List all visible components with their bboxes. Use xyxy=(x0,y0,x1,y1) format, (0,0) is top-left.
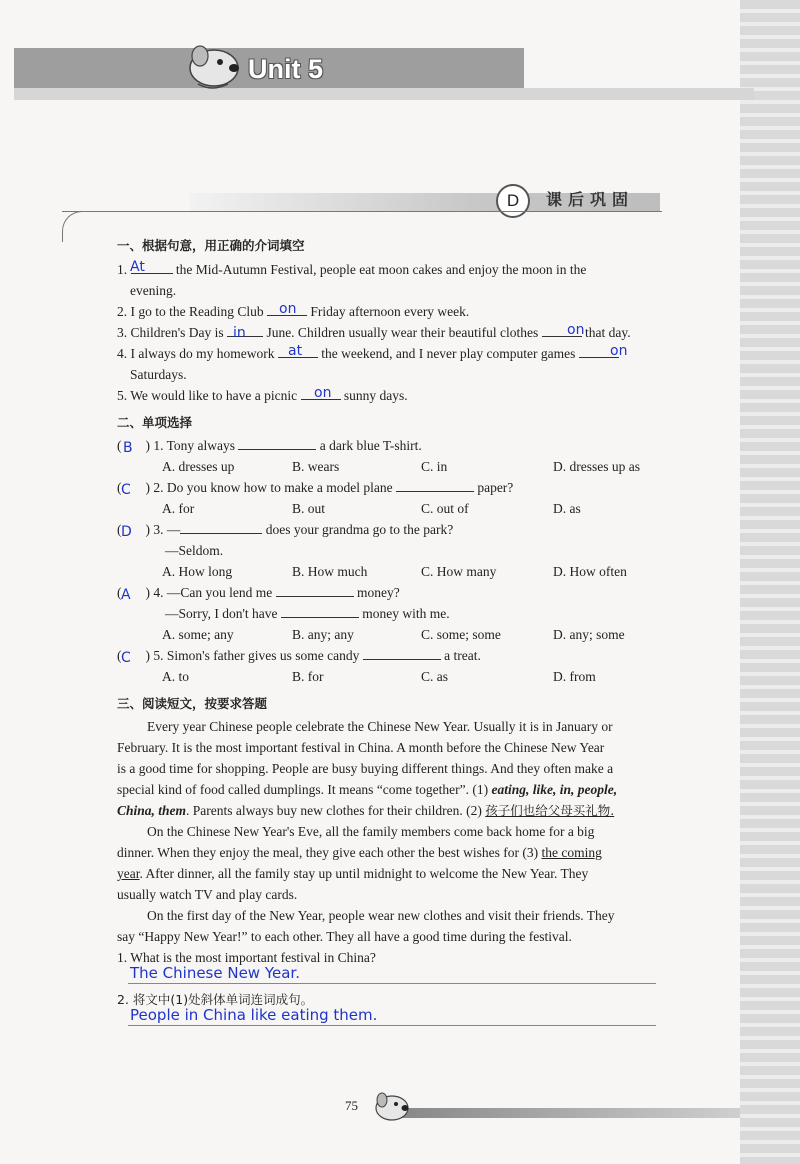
p2-q4-line2: —Sorry, I don't have money with me. xyxy=(165,606,450,621)
p1-q3-answer2: on xyxy=(567,322,585,338)
p2-q4-opt-a: A. some; any xyxy=(162,627,234,642)
p2-q5-opt-c: C. as xyxy=(421,669,448,684)
p2-q3-opt-c: C. How many xyxy=(421,564,497,579)
page-number: 75 xyxy=(345,1098,358,1113)
p2-q3-opt-a: A. How long xyxy=(162,564,233,579)
passage-p1-l4: special kind of food called dumplings. It means “come together”. (1) eating, like, in, people, xyxy=(117,782,618,797)
p2-q4-opt-b: B. any; any xyxy=(292,627,354,642)
cartoon-dog-icon xyxy=(368,1088,414,1126)
passage-p1-l3: is a good time for shopping. People are busy buying different things. And they often make a xyxy=(117,761,614,776)
unit-title: Unit 5 xyxy=(248,54,324,84)
p1-q4-answer1: at xyxy=(288,343,303,359)
p2-q2-opt-a: A. for xyxy=(162,501,195,516)
reading-q2: 2. 将文中(1)处斜体单词连词成句。 xyxy=(117,992,314,1007)
passage-p1-l5: China, them. Parents always buy new clothes for their children. (2) 孩子们也给父母买礼物. xyxy=(117,803,615,818)
answer-line-1 xyxy=(128,983,656,984)
part1-heading: 一、根据句意，用正确的介词填空 xyxy=(117,238,305,253)
p1-q4-answer2: on xyxy=(610,343,628,359)
p2-q1-opt-b: B. wears xyxy=(292,459,340,474)
p2-q1-opt-d: D. dresses up as xyxy=(553,459,640,474)
answer-line-2 xyxy=(128,1025,656,1026)
cartoon-dog-icon xyxy=(178,38,248,94)
p2-q3-answer: D xyxy=(121,524,132,540)
p2-q5-stem: ( ) 5. Simon's father gives us some candy a treat. xyxy=(117,648,481,663)
passage-p2-l2: dinner. When they enjoy the meal, they give each other the best wishes for (3) the coming xyxy=(117,845,602,860)
p2-q2-stem: ( ) 2. Do you know how to make a model plane paper? xyxy=(117,480,514,495)
p1-q5-answer: on xyxy=(314,385,332,401)
p2-q5-answer: C xyxy=(121,650,131,666)
page-edge-stripes xyxy=(740,0,800,1164)
p1-q4-line2: Saturdays. xyxy=(130,367,187,382)
p2-q2-answer: C xyxy=(121,482,131,498)
passage-p2-l4: usually watch TV and play cards. xyxy=(117,887,298,902)
p1-q1-answer: At xyxy=(130,259,145,275)
p1-q2: 2. I go to the Reading Club Friday afternoon every week. xyxy=(117,304,470,319)
part3-heading: 三、阅读短文，按要求答题 xyxy=(117,696,268,711)
p2-q4-opt-d: D. any; some xyxy=(553,627,625,642)
frame-corner xyxy=(62,211,83,242)
p1-q3-answer1: in xyxy=(233,325,246,341)
p2-q3-opt-b: B. How much xyxy=(292,564,368,579)
p1-q2-answer: on xyxy=(279,301,297,317)
p2-q2-opt-c: C. out of xyxy=(421,501,469,516)
p2-q3-stem: ( ) 3. — does your grandma go to the park? xyxy=(117,522,454,537)
p2-q2-opt-b: B. out xyxy=(292,501,326,516)
section-title: 课后巩固 xyxy=(546,190,635,209)
frame-line xyxy=(62,211,662,212)
passage-p2-l3: year. After dinner, all the family stay up until midnight to welcome the New Year. They xyxy=(117,866,589,881)
reading-a2: People in China like eating them. xyxy=(130,1006,378,1024)
p1-q1-line1: 1. the Mid-Autumn Festival, people eat moon cakes and enjoy the moon in the xyxy=(117,262,587,277)
p2-q1-opt-c: C. in xyxy=(421,459,448,474)
p1-q5: 5. We would like to have a picnic sunny days. xyxy=(117,388,408,403)
p1-q3: 3. Children's Day is June. Children usually wear their beautiful clothes that day. xyxy=(117,325,631,340)
passage-p1-l1: Every year Chinese people celebrate the Chinese New Year. Usually it is in January or xyxy=(147,719,613,734)
p2-q4-stem: ( ) 4. —Can you lend me money? xyxy=(117,585,400,600)
p2-q5-opt-a: A. to xyxy=(162,669,189,684)
reading-q1: 1. What is the most important festival in China? xyxy=(117,950,376,965)
p1-q1-line2: evening. xyxy=(130,283,177,298)
p2-q5-opt-b: B. for xyxy=(292,669,324,684)
p2-q5-opt-d: D. from xyxy=(553,669,596,684)
section-letter-badge: D xyxy=(496,184,530,218)
passage-p1-l2: February. It is the most important festival in China. A month before the Chinese New Year xyxy=(117,740,605,755)
p2-q1-stem: ( ) 1. Tony always a dark blue T-shirt. xyxy=(117,438,422,453)
p2-q3-opt-d: D. How often xyxy=(553,564,627,579)
footer-band xyxy=(400,1108,740,1118)
passage-p3-l1: On the first day of the New Year, people wear new clothes and visit their friends. They xyxy=(147,908,615,923)
reading-a1: The Chinese New Year. xyxy=(130,964,300,982)
passage-p2-l1: On the Chinese New Year's Eve, all the family members come back home for a big xyxy=(147,824,595,839)
p2-q3-reply: —Seldom. xyxy=(165,543,224,558)
p2-q4-answer: A xyxy=(121,587,131,603)
header-band-light xyxy=(14,88,754,100)
p1-q4-line1: 4. I always do my homework the weekend, and I never play computer games xyxy=(117,345,619,363)
p2-q4-opt-c: C. some; some xyxy=(421,627,501,642)
p2-q1-opt-a: A. dresses up xyxy=(162,459,235,474)
p2-q1-answer: B xyxy=(123,440,133,456)
passage-p3-l2: say “Happy New Year!” to each other. They all have a good time during the festival. xyxy=(117,929,572,944)
p2-q2-opt-d: D. as xyxy=(553,501,581,516)
part2-heading: 二、单项选择 xyxy=(117,415,193,430)
